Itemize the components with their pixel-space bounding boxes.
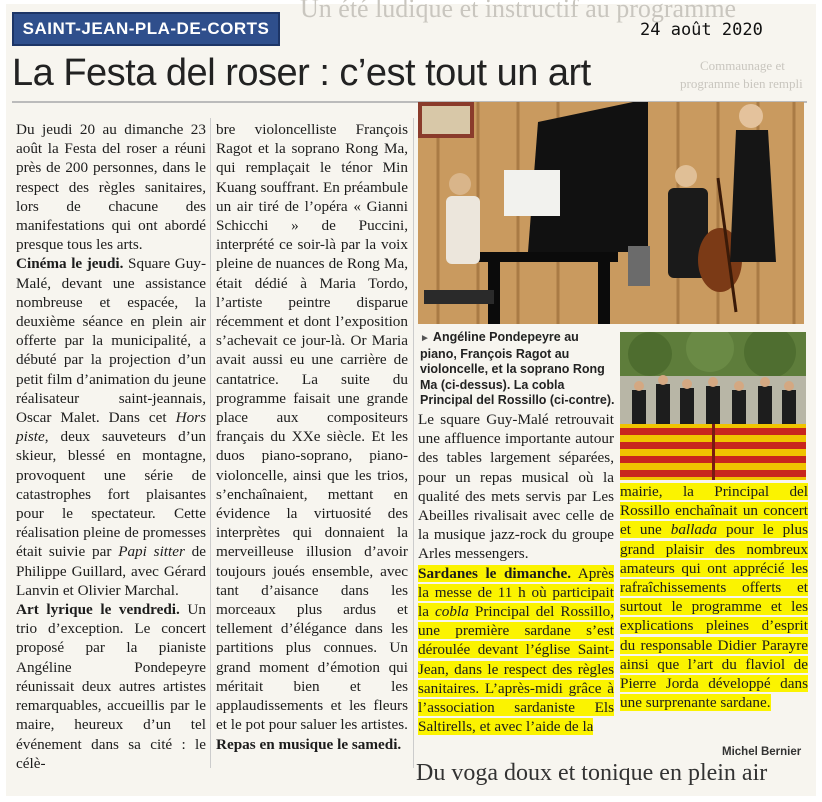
section-kicker: SAINT-JEAN-PLA-DE-CORTS <box>12 12 280 46</box>
subhead-samedi: Repas en musique le samedi. <box>216 735 402 753</box>
text-run: Square Guy-Malé, devant une assistance nombreuse et espacée, la deuxième séance en plein air offerte par la municipalité, a débuté par la projection d’un petit film d’animation du jeune réalisateur saint-jeannais, Oscar Malet. Dans cet <box>16 255 206 427</box>
article-column-1 <box>16 120 206 773</box>
bleed-through-right-1: Commaunage et <box>700 58 785 73</box>
bleed-through-bottom: Du voga doux et tonique en plein air <box>416 760 768 786</box>
photo-caption <box>420 330 616 409</box>
film-title: Papi sitter <box>118 543 185 561</box>
clipping-date: 24 août 2020 <box>640 20 763 40</box>
paragraph-lyrique <box>16 600 206 773</box>
author-signature: Michel Bernier <box>722 746 802 758</box>
article-column-3 <box>418 410 614 736</box>
cobla-photo-illustration <box>620 332 806 480</box>
paragraph-cinema <box>16 254 206 600</box>
text-run: Principal del Rossillo, une première sardane s’est déroulée devant l’église Saint-Jean, dans le respect des règles sanitaires. L’après-midi grâce à l’association sardaniste Els Saltirells, et avec l’aide de la <box>418 603 614 736</box>
article-column-4 <box>620 482 808 712</box>
paragraph-sardanes <box>418 564 614 737</box>
text-run: Après la messe de 11 h où participait la <box>418 564 614 621</box>
subhead-lyrique: Art lyrique le vendredi. <box>16 601 180 619</box>
cobla-photo <box>620 332 806 480</box>
text-run: de Philippe Guillard, avec Gérard Lanvin et Olivier Marchal. <box>16 543 207 599</box>
caption-text: Angéline Pondepeyre au piano, François Ragot au violoncelle, et la soprano Rong Ma (ci-dessus). La cobla Principal del Rossillo (ci-contre). <box>420 330 615 407</box>
concert-photo-illustration <box>418 102 804 324</box>
column-divider <box>210 118 211 768</box>
film-title: Hors piste <box>16 409 206 446</box>
headline: La Festa del roser : c’est tout un art <box>12 52 591 94</box>
text-run: , deux sauveteurs d’un skieur, blessé en montagne, provoquent une série de catastrophes fort plaisantes pour le spectateur. Cette réalisation pleine de promesses était suivie par <box>16 428 206 561</box>
paragraph-samedi <box>216 735 408 754</box>
cobla-term: cobla <box>435 603 469 621</box>
bleed-through-top: Un été ludique et instructif au programme <box>300 0 737 23</box>
paragraph-intro: Du jeudi 20 au dimanche 23 août la Festa del roser a réuni près de 200 personnes, dans le respect des règles sanitaires, lors de chacune des manifestations qui ont abordé presque tous les arts. <box>16 121 206 254</box>
text-run: mairie, la Principal del Rossillo enchaînait un concert et une <box>620 483 808 539</box>
paragraph-concert: bre violoncelliste François Ragot et la soprano Rong Ma, qui remplaçait le ténor Min Kuang souffrant. En préambule un air tiré de l’opéra « Gianni Schicchi » de Puccini, interprété ce soir-là par la voix pleine de nuances de Rong Ma, était dédié à Maria Tordo, l’artiste peintre disparue récemment et dont l’exposition s’achevait ce jour-là. Or Maria avait aussi eu une carrière de cantatrice. La suite du programme faisait une grande place aux compositeurs français du XXe siècle. Et les duos piano-soprano, piano-violoncelle, ainsi que les trios, s’enchaînaient, mettant en évidence la virtuosité des interprètes qui donnaient la merveilleuse illusion d’avoir toujours joués ensemble, avec tant d’aisance dans les morceaux plus ardus et tellement d’élégance dans les partitions plus connues. Un grand moment d’émotion qui méritait bien et les applaudissements et les fleurs et le pot pour saluer les artistes. <box>216 121 408 734</box>
text-run: pour le plus grand plaisir des nombreux amateurs qui ont apprécié les rafraîchissements offerts et surtout le programme et les explications pleines d’esprit du responsable Didier Parayre ainsi que l’art du flaviol de Pierre Jorda développé dans une surprenante sardane. <box>620 521 808 712</box>
column-divider <box>413 118 414 768</box>
subhead-sardanes: Sardanes le dimanche. <box>418 564 572 582</box>
article-column-2 <box>216 120 408 754</box>
paragraph-concert-sardane <box>620 482 808 712</box>
caption-arrow-icon: ► <box>420 333 430 344</box>
text-run: Un trio d’exception. Le concert proposé par la pianiste Angéline Pondepeyre réunissait deux autres artistes remarquables, accueillis par le maire, heureux d’un tel événement dans sa cité : le célè- <box>16 601 206 772</box>
concert-photo <box>418 102 804 324</box>
ballada-term: ballada <box>670 521 718 539</box>
bleed-through-right-2: programme bien rempli <box>680 76 803 91</box>
paragraph-repas: Le square Guy-Malé retrouvait une affluence importante autour des tables largement séparées, pour un repas musical où la qualité des mets servis par Les Abeilles rivalisait avec celle de la musique jazz-rock du groupe Arles messengers. <box>418 411 614 563</box>
subhead-cinema: Cinéma le jeudi. <box>16 255 124 273</box>
